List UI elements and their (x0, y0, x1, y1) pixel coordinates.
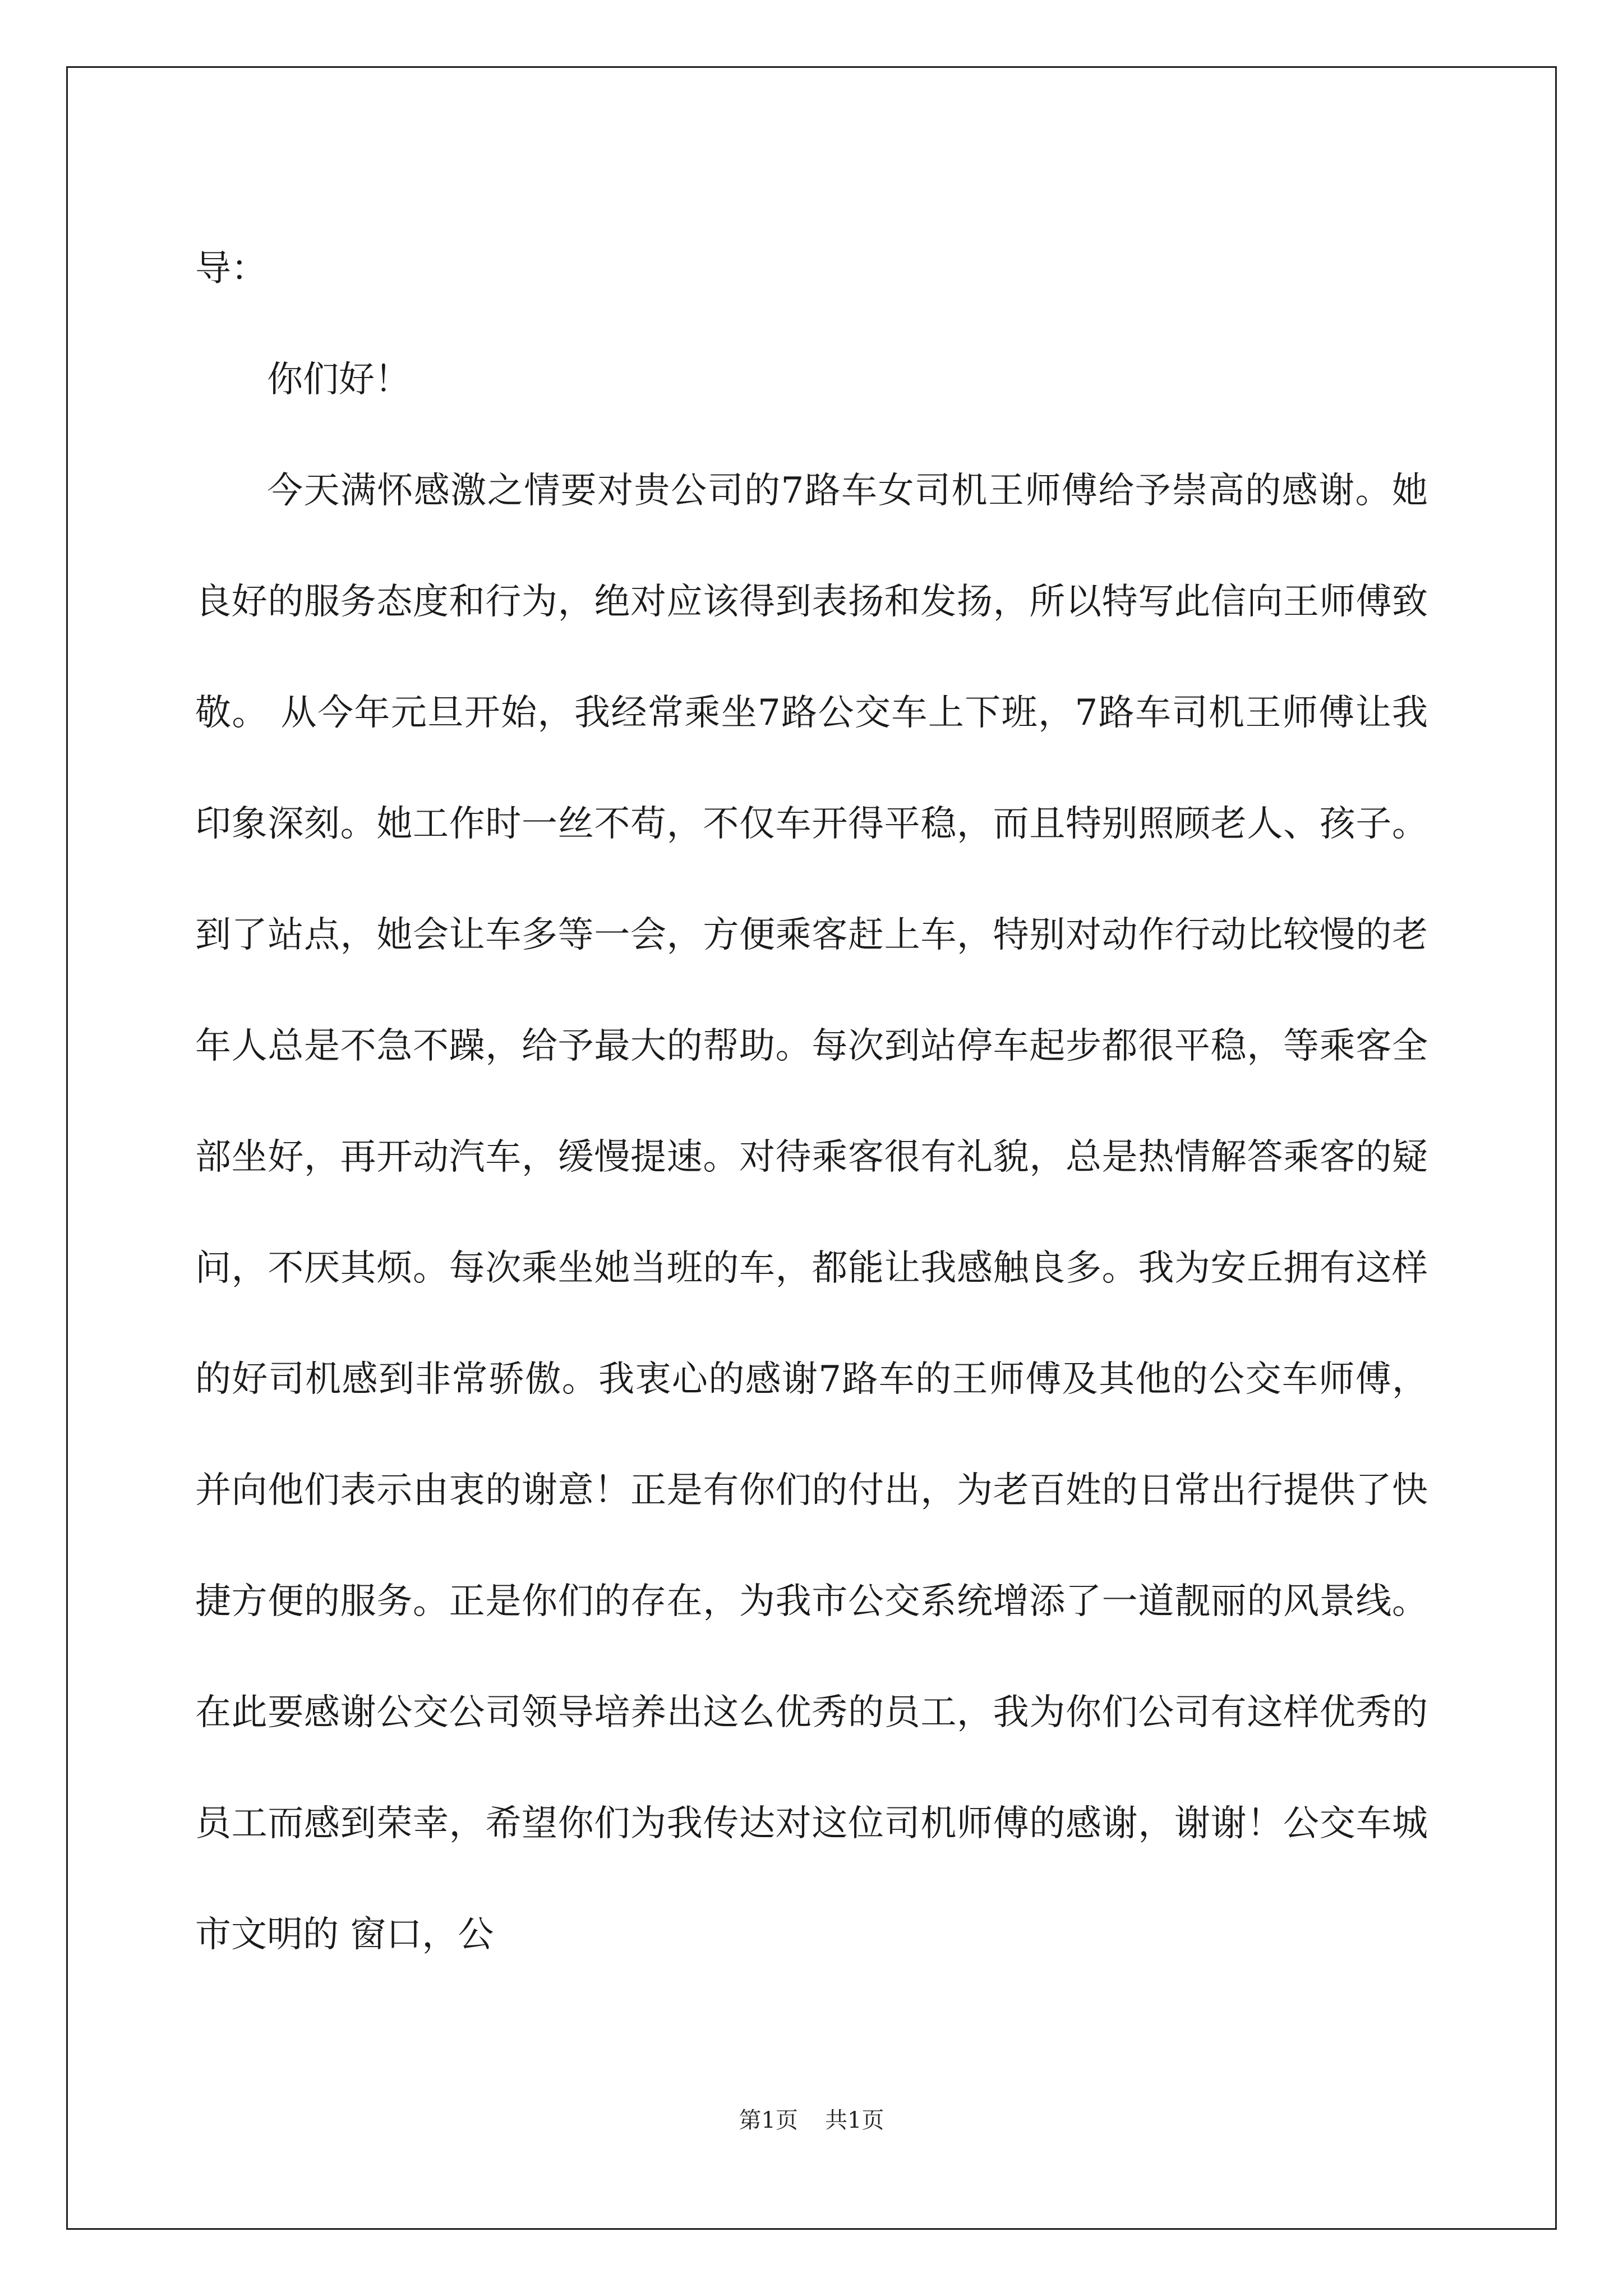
page-total: 共1页 (825, 2108, 884, 2133)
page-footer (0, 2102, 1623, 2134)
salutation: 导： (195, 248, 267, 289)
letter-body (195, 213, 1428, 1990)
main-paragraph: 今天满怀感激之情要对贵公司的7路车女司机王师傅给予崇高的感谢。她良好的服务态度和行为，绝对应该得到表扬和发扬，所以特写此信向王师傅致敬。 从今年元旦开始，我经常乘坐7路公交车上下班，7路车司机王师傅让我印象深刻。她工作时一丝不苟，不仅车开得平稳，而且特别照顾老人、孩子。到了站点，她会让车多等一会，方便乘客赶上车，特别对动作行动比较慢的老年人总是不急不躁，给予最大的帮助。每次到站停车起步都很平稳，等乘客全部坐好，再开动汽车，缓慢提速。对待乘客很有礼貌，总是热情解答乘客的疑问，不厌其烦。每次乘坐她当班的车，都能让我感触良多。我为安丘拥有这样的好司机感到非常骄傲。我衷心的感谢7路车的王师傅及其他的公交车师傅，并向他们表示由衷的谢意！正是有你们的付出，为老百姓的日常出行提供了快捷方便的服务。正是你们的存在，为我市公交系统增添了一道靓丽的风景线。在此要感谢公交公司领导培养出这么优秀的员工，我为你们公司有这样优秀的员工而感到荣幸，希望你们为我传达对这位司机师傅的感谢，谢谢！公交车城市文明的 窗口，公 (195, 470, 1428, 1955)
page-number: 第1页 (739, 2108, 798, 2133)
greeting: 你们好！ (267, 359, 411, 401)
